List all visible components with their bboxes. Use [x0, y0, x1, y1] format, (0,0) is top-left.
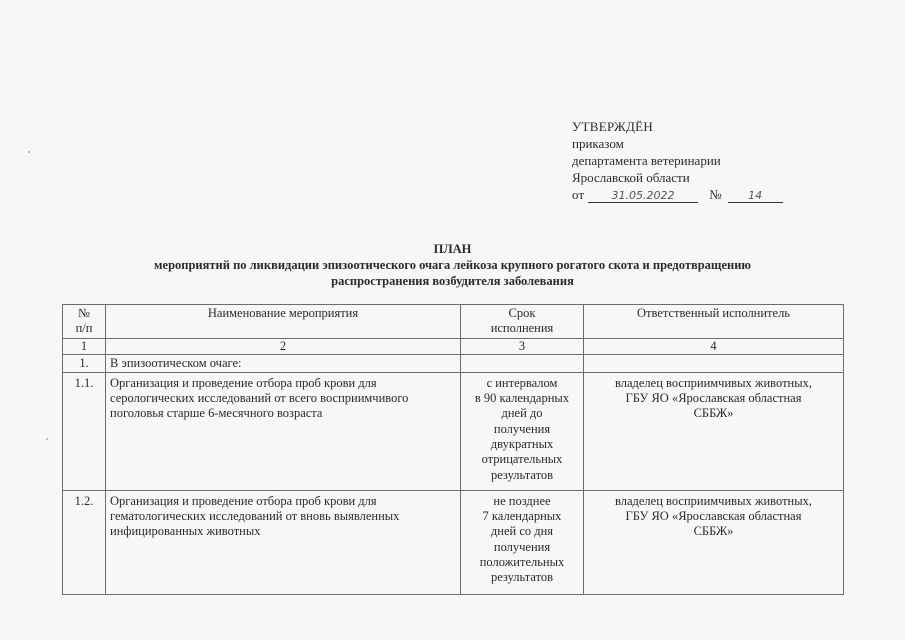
section-num: 1. — [63, 354, 106, 372]
row-responsible: владелец восприимчивых животных, ГБУ ЯО «Ярославская областная СББЖ» — [584, 490, 844, 594]
approval-line-department: департамента ветеринарии — [572, 153, 721, 168]
header-term: Срок исполнения — [461, 305, 584, 339]
scan-speck — [46, 438, 48, 440]
date-prefix: от — [572, 187, 585, 202]
approval-line-region: Ярославской области — [572, 170, 690, 185]
approval-date-line — [572, 186, 783, 203]
header-responsible: Ответственный исполнитель — [584, 305, 844, 339]
plan-title: ПЛАН — [433, 242, 472, 256]
section-empty-resp — [584, 354, 844, 372]
handwritten-number: 14 — [728, 189, 783, 203]
column-index-row — [63, 338, 844, 354]
approval-line-order: приказом — [572, 136, 624, 151]
number-prefix: № — [709, 187, 722, 202]
table-header-row — [63, 305, 844, 339]
section-row — [63, 354, 844, 372]
table-row — [63, 490, 844, 594]
plan-subtitle-line1: мероприятий по ликвидации эпизоотического очага лейкоза крупного рогатого скота и предотвращению — [154, 258, 751, 272]
row-responsible: владелец восприимчивых животных, ГБУ ЯО «Ярославская областная СББЖ» — [584, 372, 844, 490]
scan-speck — [28, 151, 30, 153]
plan-table — [62, 304, 844, 595]
section-empty-term — [461, 354, 584, 372]
row-term: с интервалом в 90 календарных дней до получения двукратных отрицательных результатов — [461, 372, 584, 490]
row-num: 1.1. — [63, 372, 106, 490]
column-index: 3 — [461, 338, 584, 354]
handwritten-date: 31.05.2022 — [588, 189, 698, 203]
table-row — [63, 372, 844, 490]
document-heading — [0, 241, 905, 289]
column-index: 1 — [63, 338, 106, 354]
approval-block — [572, 118, 783, 203]
row-measure: Организация и проведение отбора проб крови для серологических исследований от всего восприимчивого поголовья старше 6-месячного возраста — [106, 372, 461, 490]
header-name: Наименование мероприятия — [106, 305, 461, 339]
row-measure: Организация и проведение отбора проб крови для гематологических исследований от вновь выявленных инфицированных животных — [106, 490, 461, 594]
approval-title: УТВЕРЖДЁН — [572, 119, 654, 134]
section-title: В эпизоотическом очаге: — [106, 354, 461, 372]
column-index: 4 — [584, 338, 844, 354]
row-num: 1.2. — [63, 490, 106, 594]
plan-subtitle-line2: распространения возбудителя заболевания — [331, 274, 574, 288]
row-term: не позднее 7 календарных дней со дня получения положительных результатов — [461, 490, 584, 594]
column-index: 2 — [106, 338, 461, 354]
header-num: № п/п — [63, 305, 106, 339]
